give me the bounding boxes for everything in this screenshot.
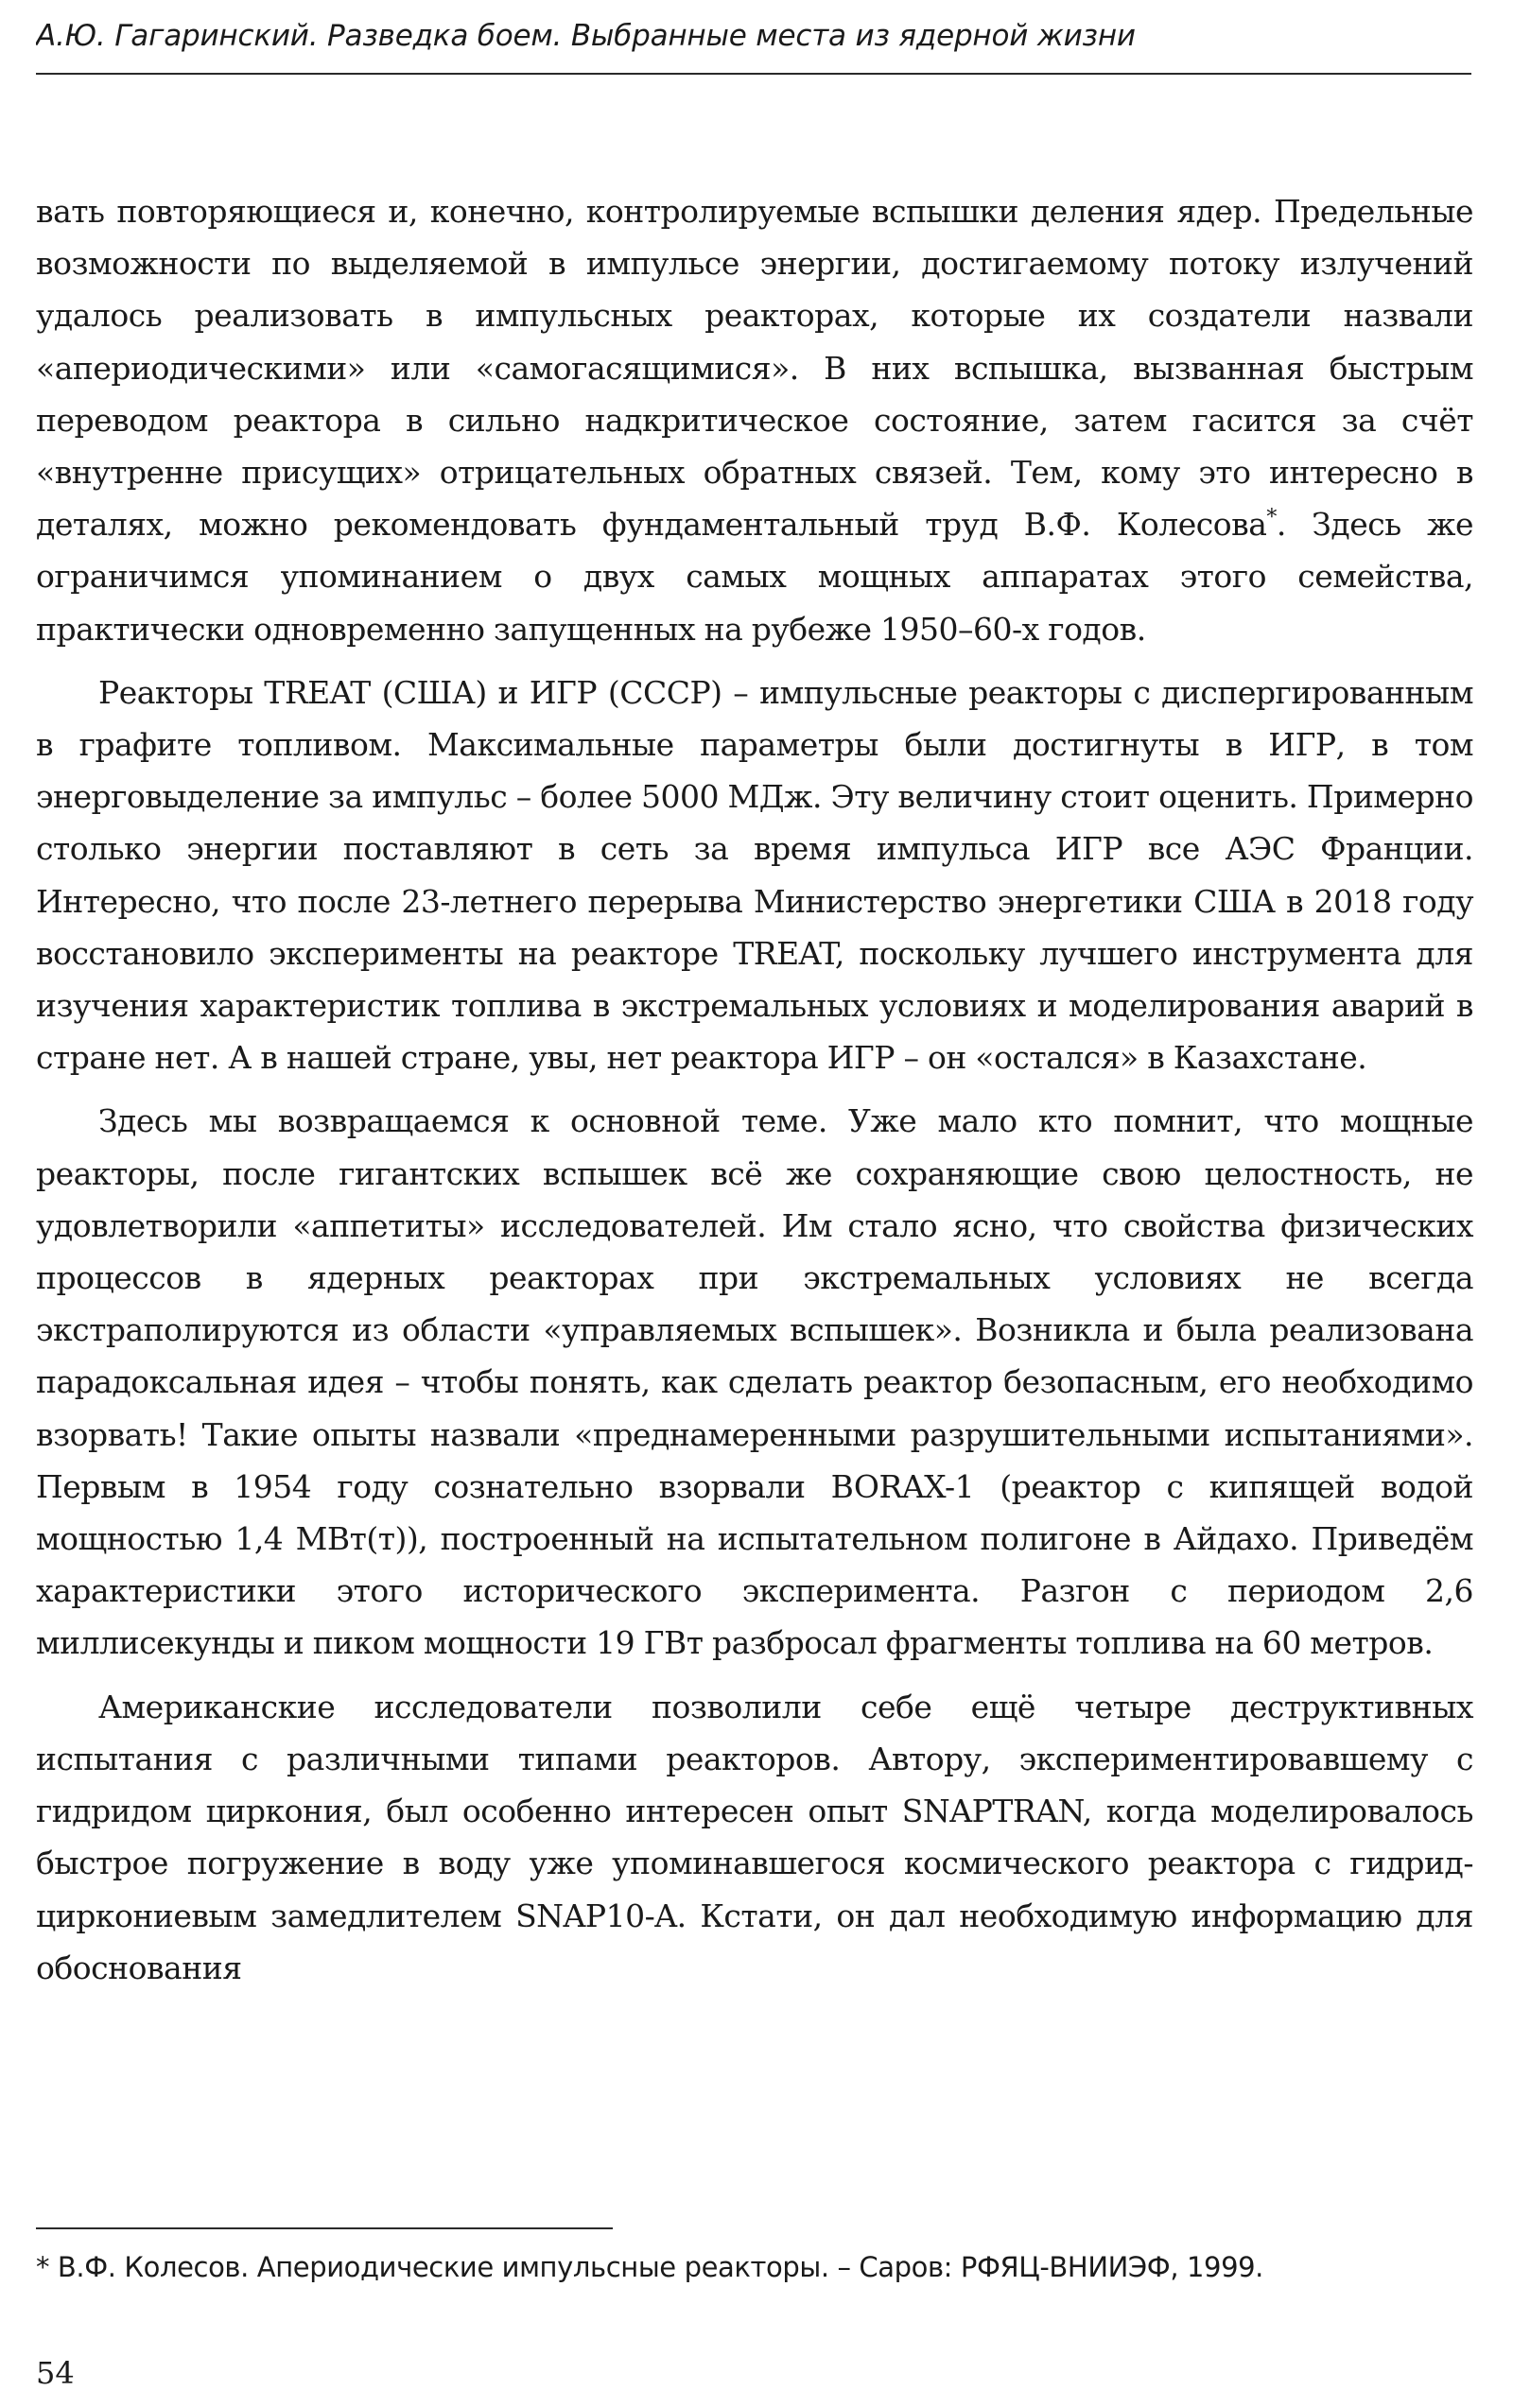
paragraph-1-text-continued: . Здесь же ограничимся упоминанием о двух самых мощных аппаратах этого семейства, практически одновременно запущенных на рубеже 1950–60-х годов. [36,506,1473,648]
paragraph-1-text: вать повторяющиеся и, конечно, контролируемые вспышки деления ядер. Предельные возможности по выделяемой в импульсе энергии, достигаемому потоку излучений удалось реализовать в импульсных реакторах, которые их создатели назвали «апериодическими» или «самогасящимися». В них вспышка, вызванная быстрым переводом реактора в сильно надкритическое состояние, затем гасится за счёт «внутренне присущих» отрицательных обратных связей. Тем, кому это интересно в деталях, можно рекомендовать фундаментальный труд В.Ф. Колесова [36,193,1473,544]
header-divider [36,73,1471,75]
paragraph-1 [36,185,1473,655]
footnote: * В.Ф. Колесов. Апериодические импульсные реакторы. – Саров: РФЯЦ-ВНИИЭФ, 1999. [36,2251,1263,2283]
page-number: 54 [36,2355,75,2391]
paragraph-2: Реакторы TREAT (США) и ИГР (СССР) – импульсные реакторы с диспергированным в графите топливом. Максимальные параметры были достигнуты в ИГР, в том энерговыделение за импульс – более 5000 МДж. Эту величину стоит оценить. Примерно столько энергии поставляют в сеть за время импульса ИГР все АЭС Франции. Интересно, что после 23-летнего перерыва Министерство энергетики США в 2018 году восстановило эксперименты на реакторе TREAT, поскольку лучшего инструмента для изучения характеристик топлива в экстремальных условиях и моделирования аварий в стране нет. А в нашей стране, увы, нет реактора ИГР – он «остался» в Казахстане. [36,673,1473,1077]
running-header: А.Ю. Гагаринский. Разведка боем. Выбранные места из ядерной жизни [36,19,1136,53]
paragraph-3: Здесь мы возвращаемся к основной теме. Уже мало кто помнит, что мощные реакторы, после гигантских вспышек всё же сохраняющие свою целостность, не удовлетворили «аппетиты» исследователей. Им стало ясно, что свойства физических процессов в ядерных реакторах при экстремальных условиях не всегда экстраполируются из области «управляемых вспышек». Возникла и была реализована парадоксальная идея – чтобы понять, как сделать реактор безопасным, его необходимо взорвать! Такие опыты назвали «преднамеренными разрушительными испытаниями». Первым в 1954 году сознательно взорвали BORAX-1 (реактор с кипящей водой мощностью 1,4 МВт(т)), построенный на испытательном полигоне в Айдахо. Приведём характеристики этого исторического эксперимента. Разгон с периодом 2,6 миллисекунды и пиком мощности 19 ГВт разбросал фрагменты топлива на 60 метров. [36,1102,1473,1662]
paragraph-4: Американские исследователи позволили себе ещё четыре деструктивных испытания с различными типами реакторов. Автору, экспериментировавшему с гидридом циркония, был особенно интересен опыт SNAPTRAN, когда моделировалось быстрое погружение в воду уже упоминавшегося космического реактора с гидрид-циркониевым замедлителем SNAP10-A. Кстати, он дал необходимую информацию для обоснования [36,1688,1473,1986]
body-text [36,185,1473,1994]
footnote-divider [36,2227,613,2229]
footnote-reference-mark: * [1266,506,1277,530]
